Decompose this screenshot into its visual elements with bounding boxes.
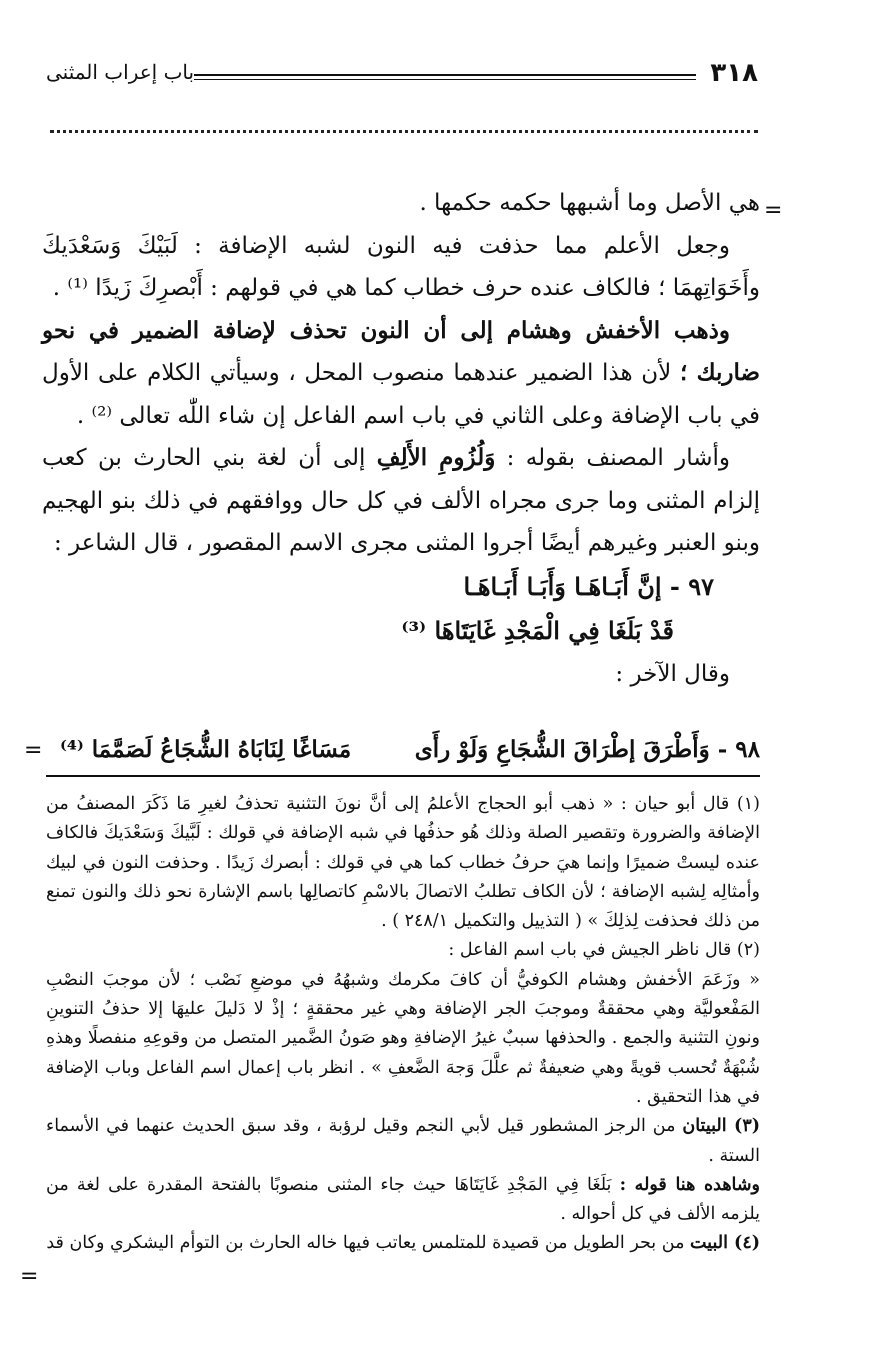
dotted-separator — [50, 130, 758, 133]
paragraph — [42, 437, 760, 565]
footnote-text: من الرجز المشطور قيل لأبي النجم وقيل لرؤبة ، وقد سبق الحديث عنهما في الأسماء الستة . — [46, 1116, 760, 1166]
bold-text: وَلُزُومِ الأَلِفِ — [376, 444, 496, 471]
main-text — [42, 182, 760, 695]
running-header — [46, 58, 758, 94]
footnote: (٢) قال ناظر الجيش في باب اسم الفاعل : — [448, 940, 760, 961]
footnote — [46, 1229, 760, 1258]
footnote-heading: وشاهده هنا قوله : — [619, 1174, 760, 1195]
continuation-mark: = — [24, 738, 43, 763]
verse-hemistich: مَسَاغًا لِنَابَاهُ الشُّجَاعُ لَصَمَّمَا ⁽⁴⁾ — [60, 736, 352, 763]
paragraph: وقال الآخر : — [615, 660, 730, 687]
verse-line: قَدْ بَلَغَا فِي الْمَجْدِ غَايَتَاهَا ⁽³⁾ — [401, 615, 674, 645]
continuation-mark: = — [764, 198, 783, 223]
footnote-heading: (٤) البيت — [690, 1233, 760, 1254]
footnote — [46, 1171, 760, 1230]
footnote — [46, 1112, 760, 1171]
verse-line: ٩٧ - إنَّ أَبَـاهَـا وَأَبَـا أَبَـاهَـا — [463, 571, 714, 601]
footnote-text: بَلَغَا فِي المَجْدِ غَايَتَاهَا حيث جاء المثنى منصوبًا بالفتحة المقدرة على لغة من يلزمه الألف في كل أحواله . — [46, 1174, 760, 1225]
verse-hemistich: ٩٨ - وَأَطْرَقَ إطْرَاقَ الشُّجَاعِ وَلَوْ رأَى — [414, 736, 760, 763]
header-rule — [194, 74, 696, 80]
verse-97 — [42, 565, 760, 653]
footnote-rule — [46, 775, 760, 777]
footnotes — [46, 790, 760, 1259]
footnote-heading: (٣) البيتان — [682, 1116, 760, 1137]
paragraph-text: وأشار المصنف بقوله : — [495, 445, 731, 471]
footnote-text: من بحر الطويل من قصيدة للمتلمس يعاتب فيها خاله الحارث بن التوأم اليشكري وكان قد — [46, 1233, 690, 1254]
paragraph — [42, 310, 760, 438]
verse-98 — [60, 736, 760, 766]
footnote: (١) قال أبو حيان : « ذهب أبو الحجاج الأعلمُ إلى أنَّ نونَ التثنية تحذفُ لغيرِ مَا ذَكَرَ المصنفُ من الإضافة والضرورة وتقصير الصلة وذلك هُو حذفُها في شبه الإضافة في قولك : لَبَّيكَ وَسَعْدَيكَ فالكاف عنده ليستْ ضميرًا وإنما هيَ حرفُ خطاب كما هي في قولك : أبصرك زَيدًا . وحذفت النون في لبيك وأمثالِه لِشبه الإضافة ؛ لأن الكاف تطلبُ الاتصالَ بالاسْمِ كاتصالِها باسم الإشارة نحو ذلك والنون تمنع من ذلك فحذفت لِذلِكَ » ( التذييل والتكميل ٢٤٨/١ ) . — [46, 794, 760, 932]
paragraph-text: لأن هذا الضمير عندهما منصوب المحل ، وسيأتي الكلام على الأول في باب الإضافة وعلى الثاني في باب اسم الفاعل إن شاء اللّٰه تعالى ⁽²⁾ . — [42, 360, 760, 429]
chapter-title: باب إعراب المثنى — [46, 60, 195, 84]
paragraph: هي الأصل وما أشبهها حكمه حكمها . — [419, 190, 760, 216]
paragraph-text: إلى أن لغة بني الحارث بن كعب إلزام المثنى وما جرى مجراه الألف في كل حال ووافقهم في ذلك بنو الهجيم وبنو العنبر وغيرهم أيضًا أجروا المثنى مجرى الاسم المقصور ، قال الشاعر : — [42, 445, 760, 556]
continuation-mark: = — [20, 1264, 39, 1289]
bold-text: وذهب الأخفش وهشام إلى أن النون تحذف لإضافة الضمير في نحو ضاربك ؛ — [42, 316, 761, 386]
paragraph: وجعل الأعلم مما حذفت فيه النون لشبه الإضافة : لَبَيْكَ وَسَعْدَيكَ وأَخَوَاتِهمَا ؛ فالكاف عنده حرف خطاب كما هي في قولهم : أَبْصرِكَ زَيدًا ⁽¹⁾ . — [42, 232, 760, 301]
footnote-quote: « وزَعَمَ الأخفش وهشام الكوفيُّ أن كافَ مكرمك وشبهُهُ في موضعِ نَصْب ؛ لأن موجبَ النصْبِ المَفْعوليَّة وهي محققةٌ وموجبَ الجر الإضافة وهي غير محققةٍ ؛ إذْ لا دَليلَ عليهَا إلا حذفُ التنوينِ ونونِ التثنية والجمع . والحذفها سببٌ غيرُ الإضافةِ وهو صَونُ الضَّمير المتصل من وقوعِهِ منفصلًا وهذهِ شُبْهَةٌ تُحسب قويةً وهي ضعيفةٌ ثم علَّلَ وَجهَ الضَّعفِ » . انظر باب إعمال اسم الفاعل وباب الإضافة في هذا التحقيق . — [46, 969, 760, 1107]
page-number: ٣١٨ — [710, 58, 758, 88]
